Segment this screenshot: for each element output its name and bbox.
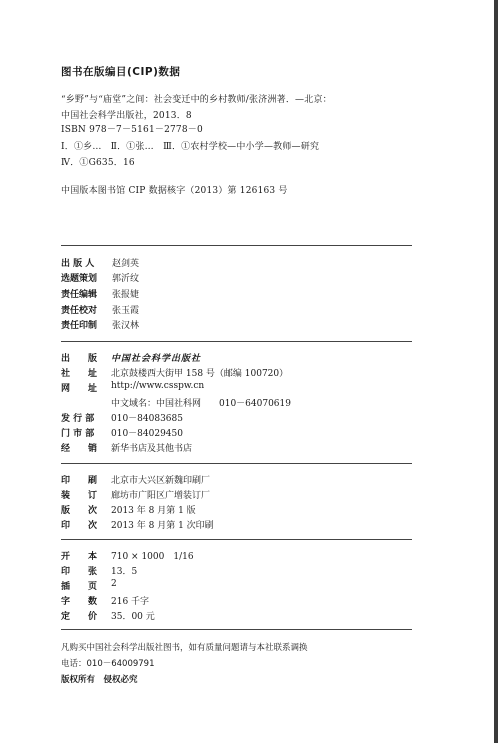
printing-label: 印 刷 <box>61 476 98 486</box>
printing-value: 廊坊市广阳区广增装订厂 <box>111 491 211 501</box>
staff-label: 责任印制 <box>61 321 98 331</box>
publisher-label: 门 市 部 <box>61 429 95 439</box>
copyright-notice: 版权所有 侵权必究 <box>61 675 138 685</box>
publisher-label: 经 销 <box>61 444 98 454</box>
spec-label: 开 本 <box>61 552 98 562</box>
spec-value: 13．5 <box>111 567 138 577</box>
publisher-label: 社 址 <box>61 369 98 379</box>
spec-label: 字 数 <box>61 597 98 607</box>
publisher-sales-phone: 010－84083685 <box>111 414 183 424</box>
divider <box>61 629 412 630</box>
service-phone: 电话：010－64009791 <box>61 659 155 669</box>
staff-value: 郭沂纹 <box>112 274 140 284</box>
printing-label: 版 次 <box>61 506 98 516</box>
publisher-domain: 中文域名：中国社科网 010－64070619 <box>111 399 291 409</box>
publisher-distributor: 新华书店及其他书店 <box>111 444 193 454</box>
publisher-label: 出 版 <box>61 354 98 364</box>
printing-value: 2013 年 8 月第 1 版 <box>111 506 196 516</box>
publisher-website[interactable]: http://www.csspw.cn <box>111 381 205 391</box>
cip-line-subjects: Ⅰ．①乡… Ⅱ．①张… Ⅲ．①农村学校—中小学—教师—研究 <box>61 142 320 152</box>
staff-value: 赵剑英 <box>112 259 140 269</box>
cip-line-isbn: ISBN 978－7－5161－2778－0 <box>61 125 203 135</box>
divider <box>61 463 412 464</box>
publisher-label: 网 址 <box>61 384 98 394</box>
printing-label: 装 订 <box>61 491 98 501</box>
divider <box>61 245 412 246</box>
staff-label: 责任编辑 <box>61 290 98 300</box>
publisher-name: 中国社会科学出版社 <box>111 354 202 364</box>
cip-line-title: “乡野”与“庙堂”之间：社会变迁中的乡村教师/张济洲著．—北京： <box>61 95 332 105</box>
page-edge <box>494 0 498 743</box>
cip-line-publisher: 中国社会科学出版社，2013．8 <box>61 111 192 121</box>
staff-value: 张汉林 <box>112 321 140 331</box>
staff-label: 责任校对 <box>61 306 98 316</box>
staff-value: 张玉霞 <box>112 306 140 316</box>
quality-notice: 凡购买中国社会科学出版社图书，如有质量问题请与本社联系调换 <box>61 643 308 653</box>
spec-value: 2 <box>111 579 117 589</box>
publisher-address: 北京鼓楼西大街甲 158 号（邮编 100720） <box>111 369 289 379</box>
spec-value: 216 千字 <box>111 597 150 607</box>
spec-label: 插 页 <box>61 582 98 592</box>
publisher-label: 发 行 部 <box>61 414 95 424</box>
printing-value: 2013 年 8 月第 1 次印刷 <box>111 521 214 531</box>
spec-value: 35．00 元 <box>111 612 155 622</box>
cip-number: 中国版本图书馆 CIP 数据核字（2013）第 126163 号 <box>61 186 288 196</box>
printing-label: 印 次 <box>61 521 98 531</box>
divider <box>61 341 412 342</box>
spec-label: 印 张 <box>61 567 98 577</box>
publisher-store-phone: 010－84029450 <box>111 429 183 439</box>
staff-value: 张报婕 <box>112 290 140 300</box>
divider <box>61 539 412 540</box>
spec-label: 定 价 <box>61 612 98 622</box>
staff-label: 选题策划 <box>61 274 98 284</box>
spec-value: 710 × 1000 1/16 <box>111 552 194 562</box>
cip-line-classification: Ⅳ．①G635．16 <box>61 158 135 168</box>
cip-title: 图书在版编目(CIP)数据 <box>61 66 181 78</box>
staff-label: 出 版 人 <box>61 259 95 269</box>
printing-value: 北京市大兴区新魏印刷厂 <box>111 476 211 486</box>
